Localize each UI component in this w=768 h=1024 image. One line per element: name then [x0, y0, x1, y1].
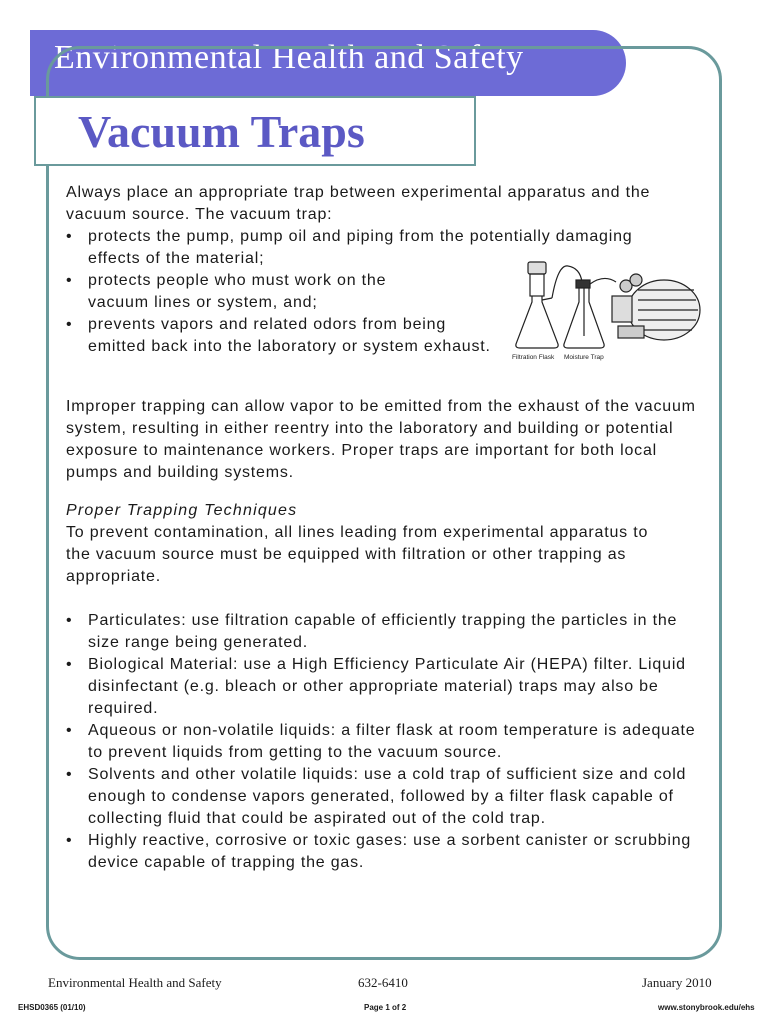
header-title: Environmental Health and Safety	[54, 39, 524, 76]
page-title: Vacuum Traps	[78, 106, 365, 157]
moisture-trap-label: Moisture Trap	[564, 354, 604, 361]
footer-page-number: Page 1 of 2	[364, 1003, 407, 1012]
list-item: • Solvents and other volatile liquids: use a cold trap of sufficient size and cold enough to condense vapors generated, followed by a filter flask capable of collecting fluid that could be aspirated out of the cold trap.	[66, 764, 702, 830]
intro-paragraph: Always place an appropriate trap between experimental apparatus and the vacuum source. The vacuum trap:	[66, 184, 651, 223]
list-item: • Aqueous or non-volatile liquids: a filter flask at room temperature is adequate to prevent liquids from getting to the vacuum source.	[66, 720, 702, 764]
footer-url: www.stonybrook.edu/ehs	[658, 1003, 755, 1012]
trapping-bullet-list	[66, 610, 702, 874]
footer-phone: 632-6410	[358, 975, 408, 990]
section-heading: Proper Trapping Techniques	[66, 502, 298, 519]
list-item: • prevents vapors and related odors from being emitted back into the laboratory or system exhaust.	[66, 314, 508, 358]
trapping-section	[66, 500, 706, 588]
footer-org: Environmental Health and Safety	[48, 975, 222, 990]
filtration-flask-label: Filtration Flask	[512, 354, 555, 361]
section-intro: To prevent contamination, all lines leading from experimental apparatus to the vacuum source must be equipped with filtration or other trapping as appropriate.	[66, 524, 649, 585]
vacuum-apparatus-illustration	[508, 256, 704, 366]
list-item: • Particulates: use filtration capable of efficiently trapping the particles in the size range being generated.	[66, 610, 702, 654]
trapping-bullets	[66, 610, 702, 874]
list-item: • Highly reactive, corrosive or toxic gases: use a sorbent canister or scrubbing device capable of trapping the gas.	[66, 830, 702, 874]
list-item: • protects the pump, pump oil and piping from the potentially damaging effects of the material;	[66, 226, 678, 270]
list-item: • protects people who must work on the vacuum lines or system, and;	[66, 270, 448, 314]
footer-doc-id: EHSD0365 (01/10)	[18, 1003, 86, 1012]
paragraph-2	[66, 396, 706, 484]
list-item: • Biological Material: use a High Efficiency Particulate Air (HEPA) filter. Liquid disinfectant (e.g. bleach or other appropriate material) traps may also be required.	[66, 654, 702, 720]
paragraph-2-text: Improper trapping can allow vapor to be emitted from the exhaust of the vacuum system, resulting in either reentry into the laboratory and building or potential exposure to maintenance workers. Proper traps are important for both local pumps and building systems.	[66, 398, 696, 481]
footer-date: January 2010	[642, 975, 712, 990]
